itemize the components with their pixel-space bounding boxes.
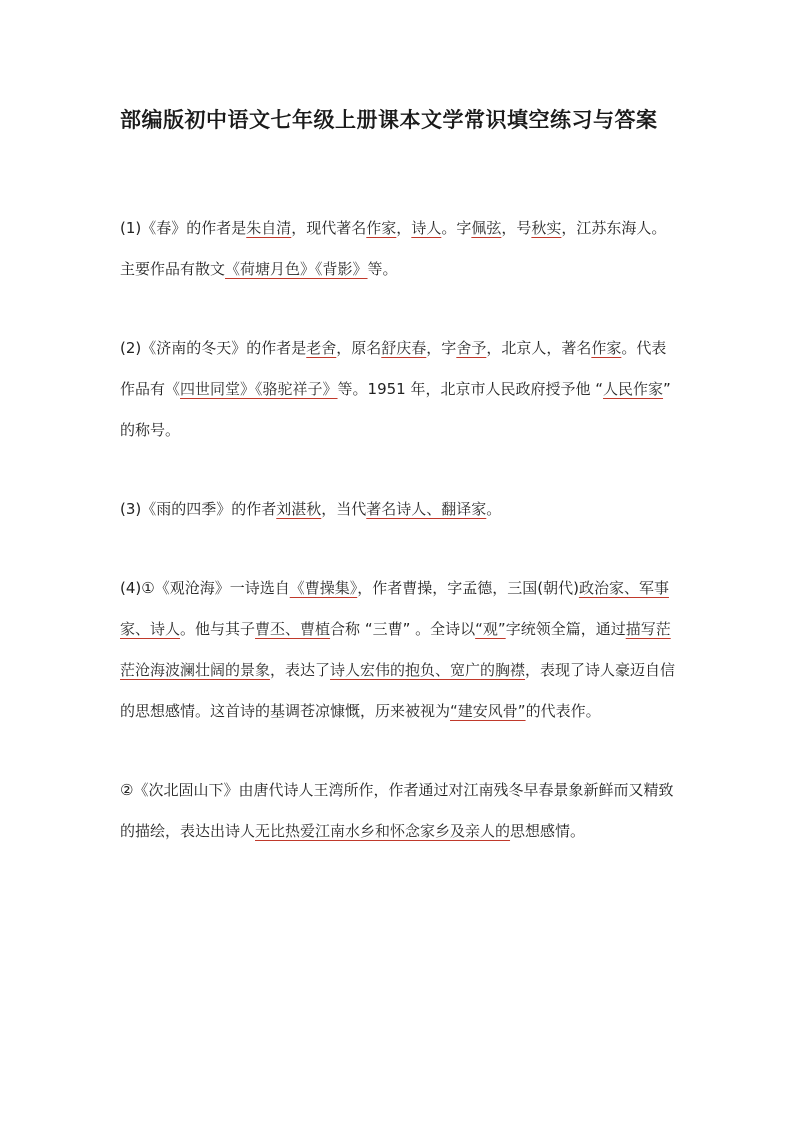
- question-text: 。字: [441, 219, 472, 237]
- question-text: ，作者曹操，字孟德，三国(朝代): [357, 579, 579, 597]
- answer-blank: 秋实: [531, 219, 562, 237]
- answer-blank: 描写茫茫沧海波澜壮阔的景象: [120, 620, 671, 679]
- question-paragraph-5: [120, 770, 676, 852]
- answer-blank: 佩弦: [471, 219, 502, 237]
- answer-blank: 朱自清: [246, 219, 292, 237]
- question-text: ②《次北固山下》由唐代诗人王湾所作，作者通过对江南残冬早春景象新鲜而又精致的描绘，表达出诗人: [120, 781, 674, 840]
- question-text: ，现代著名: [291, 219, 367, 237]
- question-text: ，北京人，著名: [486, 339, 592, 357]
- question-text: ，当代: [321, 500, 367, 518]
- question-paragraph-3: [120, 489, 676, 530]
- question-text: ，: [396, 219, 412, 237]
- question-text: ，原名: [336, 339, 382, 357]
- answer-blank: 无比热爱江南水乡和怀念家乡及亲人的: [255, 822, 511, 840]
- answer-blank: 作家: [591, 339, 622, 357]
- question-paragraph-4: [120, 568, 676, 732]
- question-text: ，表达了: [270, 661, 331, 679]
- answer-blank: 舒庆春: [381, 339, 427, 357]
- question-text: 等。1951 年，北京市人民政府授予他 “: [337, 380, 604, 398]
- question-text: 。: [486, 500, 502, 518]
- answer-blank: 著名诗人、翻译家: [366, 500, 487, 518]
- answer-blank: “观”: [475, 620, 506, 638]
- answer-blank: 《荷塘月色》《背影》: [225, 260, 368, 278]
- question-text: ，表现了诗人豪迈自信的思想感情。这首诗的基调苍凉慷慨，历来被视为: [120, 661, 676, 720]
- question-text: 思想感情。: [510, 822, 586, 840]
- question-paragraph-1: [120, 208, 676, 290]
- answer-blank: 《曹操集》: [289, 579, 358, 597]
- question-text: ” 的称号。: [120, 380, 671, 439]
- question-text: 的代表作。: [525, 702, 601, 720]
- question-text: 。他与其子: [180, 620, 256, 638]
- answer-blank: 政治家、军事家、诗人: [120, 579, 669, 638]
- answer-blank: 四世同堂》《骆驼祥子》: [180, 380, 338, 398]
- question-text: (4)①《观沧海》一诗选自: [120, 579, 290, 597]
- question-text: 等。: [367, 260, 398, 278]
- answer-blank: 刘湛秋: [276, 500, 322, 518]
- answer-blank: 舍予: [456, 339, 487, 357]
- question-text: ，号: [501, 219, 532, 237]
- question-text: ，字: [426, 339, 457, 357]
- question-text: 。代表作品有《: [120, 339, 667, 398]
- answer-blank: “建安风骨”: [450, 702, 526, 720]
- answer-blank: 诗人宏伟的抱负、宽广的胸襟: [330, 661, 526, 679]
- question-paragraph-2: [120, 328, 676, 451]
- question-text: (3)《雨的四季》的作者: [120, 500, 277, 518]
- answer-blank: 作家: [366, 219, 397, 237]
- question-text: 字统领全篇，通过: [505, 620, 626, 638]
- question-text: (2)《济南的冬天》的作者是: [120, 339, 307, 357]
- answer-blank: 老舍: [306, 339, 337, 357]
- document-title: 部编版初中语文七年级上册课本文学常识填空练习与答案: [120, 108, 658, 132]
- answer-blank: 人民作家: [603, 380, 664, 398]
- answer-blank: 曹丕、曹植: [255, 620, 331, 638]
- question-text: (1)《春》的作者是: [120, 219, 247, 237]
- question-text: ，江苏东海人。主要作品有散文: [120, 219, 667, 278]
- answer-blank: 诗人: [411, 219, 442, 237]
- question-text: 合称 “三曹” 。全诗以: [330, 620, 476, 638]
